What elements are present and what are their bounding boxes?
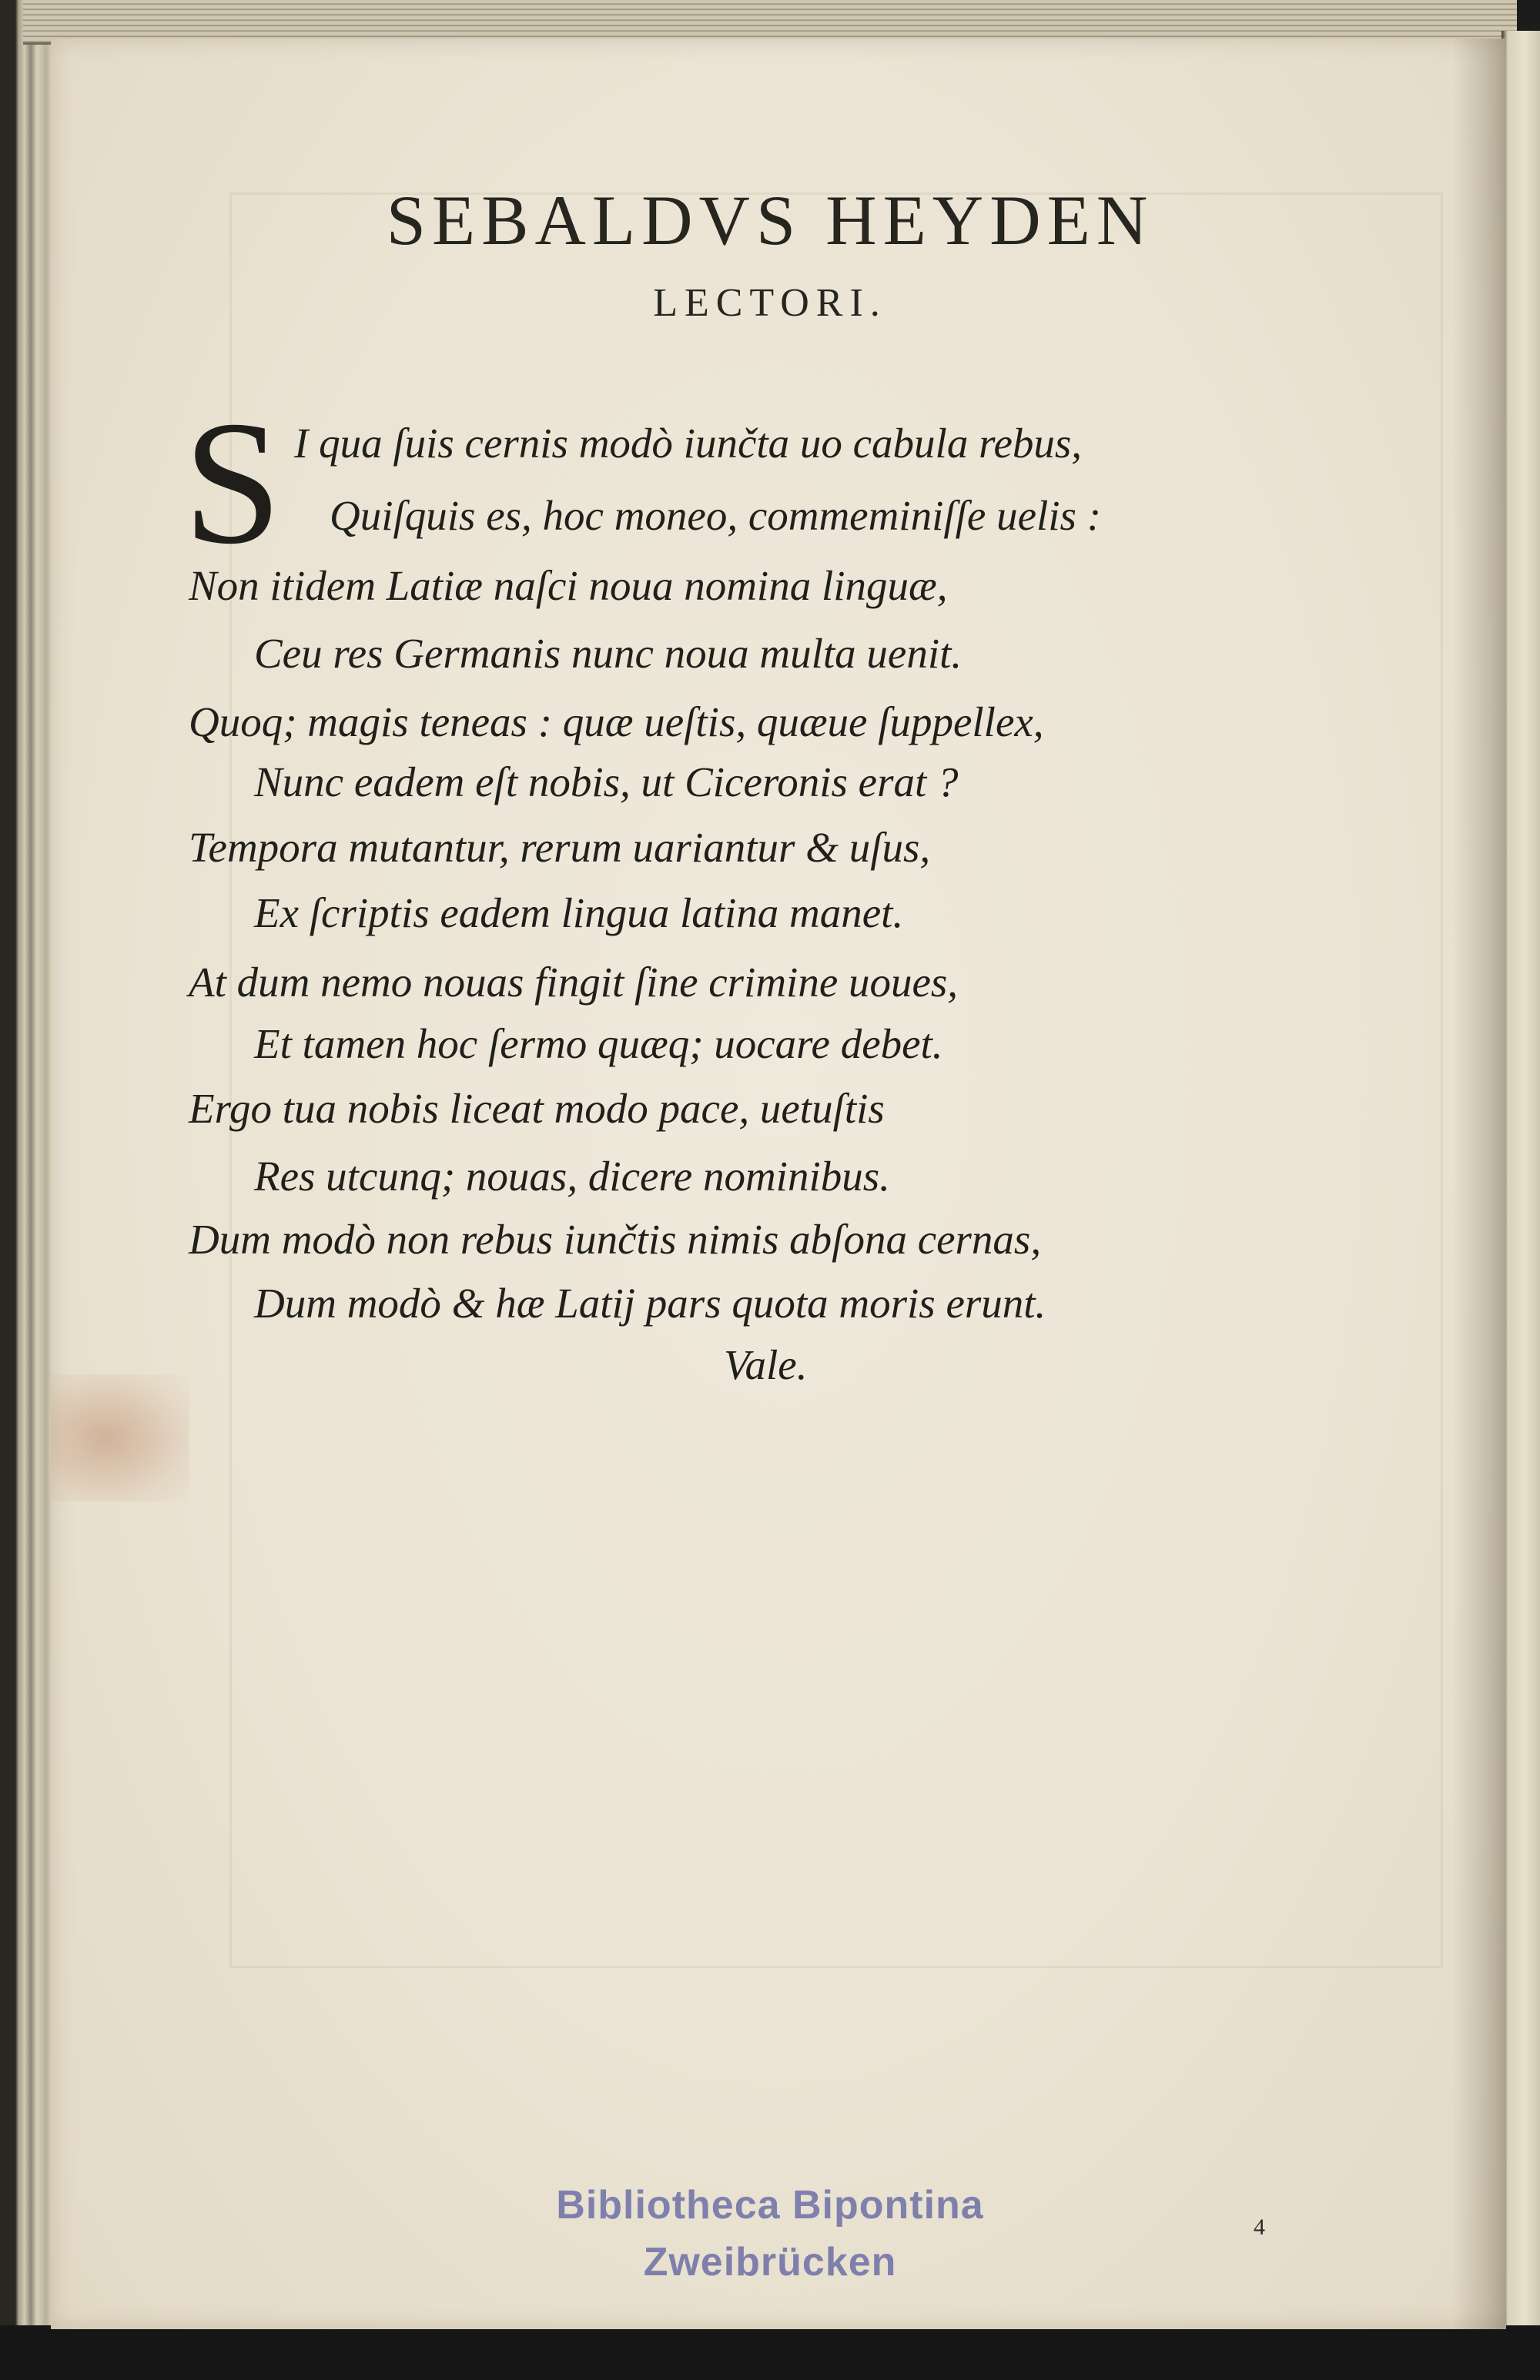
verse-line: Et tamen hoc ſermo quæq; uocare debet. [254,1020,943,1067]
left-page-edges [0,0,54,2380]
verse-line: Ex ſcriptis eadem lingua latina manet. [254,889,904,936]
verse-line: Quiſquis es, hoc moneo, commeminiſſe uelis : [330,492,1102,539]
verse-line: Ceu res Germanis nunc noua multa uenit. [254,630,962,677]
library-stamp-line-1: Bibliotheca Bipontina [556,2183,984,2228]
verse-line: Quoq; magis teneas : quæ ueſtis, quæue ſuppellex, [189,698,1044,745]
verse-line: Tempora mutantur, rerum uariantur & uſus, [189,824,931,871]
drop-cap: S [183,384,282,581]
verse-line: Dum modò non rebus iunčtis nimis abſona cernas, [189,1216,1042,1263]
library-stamp-line-2: Zweibrücken [643,2240,897,2285]
page-subtitle: LECTORI. [653,281,887,325]
foxing-stain [51,1374,189,1501]
verse-line: Res utcunq; nouas, dicere nominibus. [254,1153,890,1200]
verse-line: At dum nemo nouas fingit ſine crimine uoues, [189,959,959,1006]
verse-line: I qua ſuis cernis modò iunčta uo cabula rebus, [294,420,1083,467]
gutter-shadow [1452,38,1506,2329]
page-title: SEBALDVS HEYDEN [386,181,1154,259]
verse-line: Ergo tua nobis liceat modo pace, uetuſtis [189,1085,885,1132]
verse-line: Nunc eadem eſt nobis, ut Ciceronis erat ? [254,758,959,805]
verse-line: Non itidem Latiæ naſci noua nomina linguæ, [189,562,948,609]
scan-background [0,2325,1540,2380]
verse-line-vale: Vale. [724,1341,808,1388]
verse-line: Dum modò & hæ Latij pars quota moris erunt. [254,1280,1046,1327]
signature-mark: 4 [1254,2214,1265,2240]
facing-page-edge [1502,31,1540,2380]
